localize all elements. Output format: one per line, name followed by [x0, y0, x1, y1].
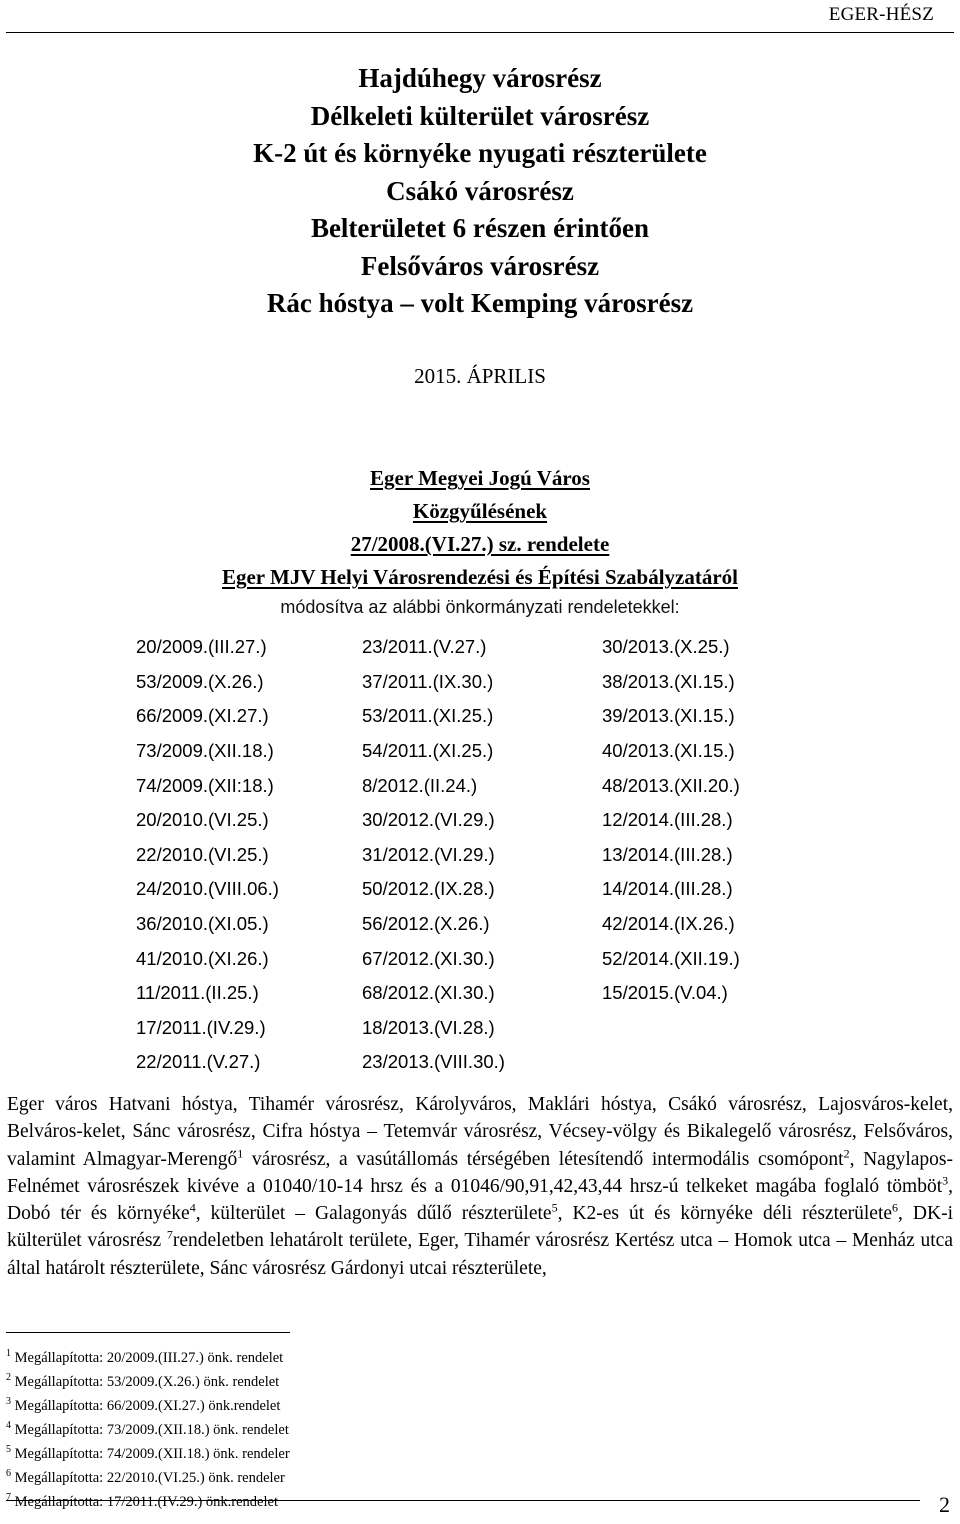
footnote-number: 3 — [6, 1395, 11, 1407]
footnote-text: Megállapította: 20/2009.(III.27.) önk. rendelet — [14, 1349, 284, 1366]
decree-cell: 11/2011.(II.25.) — [136, 982, 259, 1004]
decree-line-subject: Eger MJV Helyi Városrendezési és Építési Szabályzatáról — [221, 565, 738, 589]
table-row — [136, 768, 822, 803]
decree-line-authority: Eger Megyei Jogú Város — [370, 466, 590, 490]
decree-cell: 31/2012.(VI.29.) — [362, 843, 495, 865]
decree-cell: 50/2012.(IX.28.) — [362, 878, 495, 900]
decree-cell: 8/2012.(II.24.) — [362, 774, 478, 796]
decree-cell: 73/2009.(XII.18.) — [136, 740, 274, 762]
decree-cell: 56/2012.(X.26.) — [362, 913, 490, 935]
footnote-ref: 2 — [843, 1146, 850, 1161]
footnote-number: 1 — [6, 1348, 11, 1359]
decree-cell: 66/2009.(XI.27.) — [136, 705, 269, 727]
table-row — [136, 665, 822, 700]
title-line: Rác hóstya – volt Kemping városrész — [266, 288, 694, 318]
running-header: EGER-HÉSZ — [828, 4, 934, 25]
decree-cell: 15/2015.(V.04.) — [602, 982, 728, 1004]
table-row — [136, 699, 822, 734]
title-line: Délkeleti külterület városrész — [310, 100, 650, 131]
table-row — [136, 941, 822, 976]
decree-cell: 17/2011.(IV.29.) — [136, 1016, 266, 1038]
footer-rule — [6, 1500, 920, 1501]
decree-heading — [0, 462, 960, 594]
footnote — [6, 1416, 290, 1440]
footnote-separator — [6, 1332, 290, 1333]
table-row — [136, 907, 822, 942]
decree-cell: 37/2011.(IX.30.) — [362, 670, 494, 692]
decree-cell: 41/2010.(XI.26.) — [136, 947, 269, 969]
footnote-ref: 3 — [942, 1173, 949, 1188]
title-line: Felsőváros városrész — [360, 250, 600, 281]
footnote-text: Megállapította: 73/2009.(XII.18.) önk. rendelet — [14, 1421, 289, 1438]
decree-cell: 12/2014.(III.28.) — [602, 809, 733, 831]
footnote-text: Megállapította: 17/2011.(IV.29.) önk.rendelet — [14, 1493, 278, 1510]
decree-cell: 14/2014.(III.28.) — [602, 878, 733, 900]
decree-cell: 52/2014.(XII.19.) — [602, 947, 740, 969]
decree-cell: 53/2009.(X.26.) — [136, 670, 264, 692]
decree-cell: 39/2013.(XI.15.) — [602, 705, 735, 727]
decree-cell: 30/2012.(VI.29.) — [362, 809, 495, 831]
decree-cell: 40/2013.(XI.15.) — [602, 740, 735, 762]
header-rule — [6, 32, 954, 33]
decree-cell: 30/2013.(X.25.) — [602, 636, 730, 658]
title-block — [0, 60, 960, 323]
footnote-text: Megállapította: 53/2009.(X.26.) önk. rendelet — [14, 1373, 280, 1390]
amending-decrees-table — [136, 630, 822, 1080]
footnote-ref: 6 — [892, 1200, 899, 1215]
decree-cell: 13/2014.(III.28.) — [602, 843, 733, 865]
decree-cell: 20/2009.(III.27.) — [136, 636, 267, 658]
footnote-ref: 4 — [189, 1200, 196, 1215]
paragraph-text: , DK-i külterület városrész — [7, 1203, 953, 1252]
footnote-number: 5 — [6, 1443, 11, 1455]
decree-cell: 24/2010.(VIII.06.) — [136, 878, 279, 900]
title-line: Csákó városrész — [386, 175, 574, 206]
footnote-ref: 5 — [551, 1200, 558, 1215]
footnote — [6, 1368, 290, 1392]
table-row — [136, 1045, 822, 1080]
table-row — [136, 976, 822, 1011]
decree-cell: 20/2010.(VI.25.) — [136, 809, 269, 831]
paragraph-text: , Nagylapos-Felnémet városrészek kivéve a 01040/10-14 hrsz és a 01046/90,91,42,43,44 hrsz-ú telkeket magába foglaló tömböt — [7, 1148, 953, 1197]
footnote-number: 4 — [6, 1419, 11, 1431]
decree-line-number: 27/2008.(VI.27.) sz. rendelete — [350, 532, 610, 556]
footnote-ref: 1 — [237, 1146, 244, 1161]
paragraph-text: , K2-es út és környéke déli részterülete — [557, 1203, 893, 1225]
decree-cell: 53/2011.(XI.25.) — [362, 705, 494, 727]
modified-label: módosítva az alábbi önkormányzati rendeletekkel: — [280, 597, 680, 617]
decree-cell: 42/2014.(IX.26.) — [602, 913, 735, 935]
footnote — [6, 1464, 290, 1488]
decree-cell: 67/2012.(XI.30.) — [362, 947, 495, 969]
scope-paragraph — [7, 1091, 953, 1282]
decree-cell: 54/2011.(XI.25.) — [362, 740, 494, 762]
decree-cell: 38/2013.(XI.15.) — [602, 670, 735, 692]
decree-cell: 22/2011.(V.27.) — [136, 1051, 261, 1073]
decree-cell: 48/2013.(XII.20.) — [602, 774, 740, 796]
paragraph-text: , külterület – Galagonyás dűlő részterülete — [195, 1203, 552, 1225]
title-line: Hajdúhegy városrész — [358, 63, 602, 93]
paragraph-text: rendeletben lehatárolt területe, Eger, Tihamér városrész Kertész utca – Homok utca – Menház utca által határolt részterülete, Sánc városrész Gárdonyi utcai részterülete, — [7, 1230, 953, 1279]
title-line: K-2 út és környéke nyugati részterülete — [253, 138, 707, 168]
footnote — [6, 1440, 290, 1464]
table-row — [136, 630, 822, 665]
decree-cell: 18/2013.(VI.28.) — [362, 1016, 495, 1038]
footnote-text: Megállapította: 74/2009.(XII.18.) önk. rendeler — [14, 1445, 290, 1462]
footnote-text: Megállapította: 66/2009.(XI.27.) önk.rendelet — [14, 1397, 281, 1414]
paragraph-text: , Dobó tér és környéke — [7, 1175, 953, 1225]
footnote-number: 6 — [6, 1467, 11, 1479]
decree-cell: 22/2010.(VI.25.) — [136, 843, 269, 865]
table-row — [136, 734, 822, 769]
decree-cell: 68/2012.(XI.30.) — [362, 982, 495, 1004]
footnote — [6, 1392, 290, 1416]
paragraph-text: városrész, a vasútállomás térségében létesítendő intermodális csomópont — [243, 1148, 844, 1170]
decree-cell: 36/2010.(XI.05.) — [136, 913, 269, 935]
table-row — [136, 803, 822, 838]
issue-date: 2015. ÁPRILIS — [414, 364, 546, 388]
footnote-ref: 7 — [166, 1227, 173, 1242]
footnote-text: Megállapította: 22/2010.(VI.25.) önk. rendeler — [14, 1469, 285, 1486]
decree-cell: 23/2013.(VIII.30.) — [362, 1051, 505, 1073]
table-row — [136, 838, 822, 873]
title-line: Belterületet 6 részen érintően — [310, 213, 650, 243]
paragraph-text: Eger város Hatvani hóstya, Tihamér városrész, Károlyváros, Maklári hóstya, Csákó városrész, Lajosváros-kelet, Belváros-kelet, Sánc városrész, Cifra hóstya – Tetemvár városrész, Vécsey-völgy és Bikalegelő városrész, Felsőváros, valamint Almagyar-Merengő — [7, 1094, 953, 1170]
page-number: 2 — [939, 1492, 950, 1517]
decree-cell: 74/2009.(XII:18.) — [136, 774, 274, 796]
table-row — [136, 872, 822, 907]
footnote-number: 2 — [6, 1371, 11, 1383]
footnote — [6, 1344, 290, 1368]
decree-cell: 23/2011.(V.27.) — [362, 636, 487, 658]
footnotes — [6, 1344, 290, 1511]
footnote-number: 7 — [6, 1491, 11, 1503]
table-row — [136, 1011, 822, 1046]
decree-line-assembly: Közgyűlésének — [412, 499, 548, 523]
